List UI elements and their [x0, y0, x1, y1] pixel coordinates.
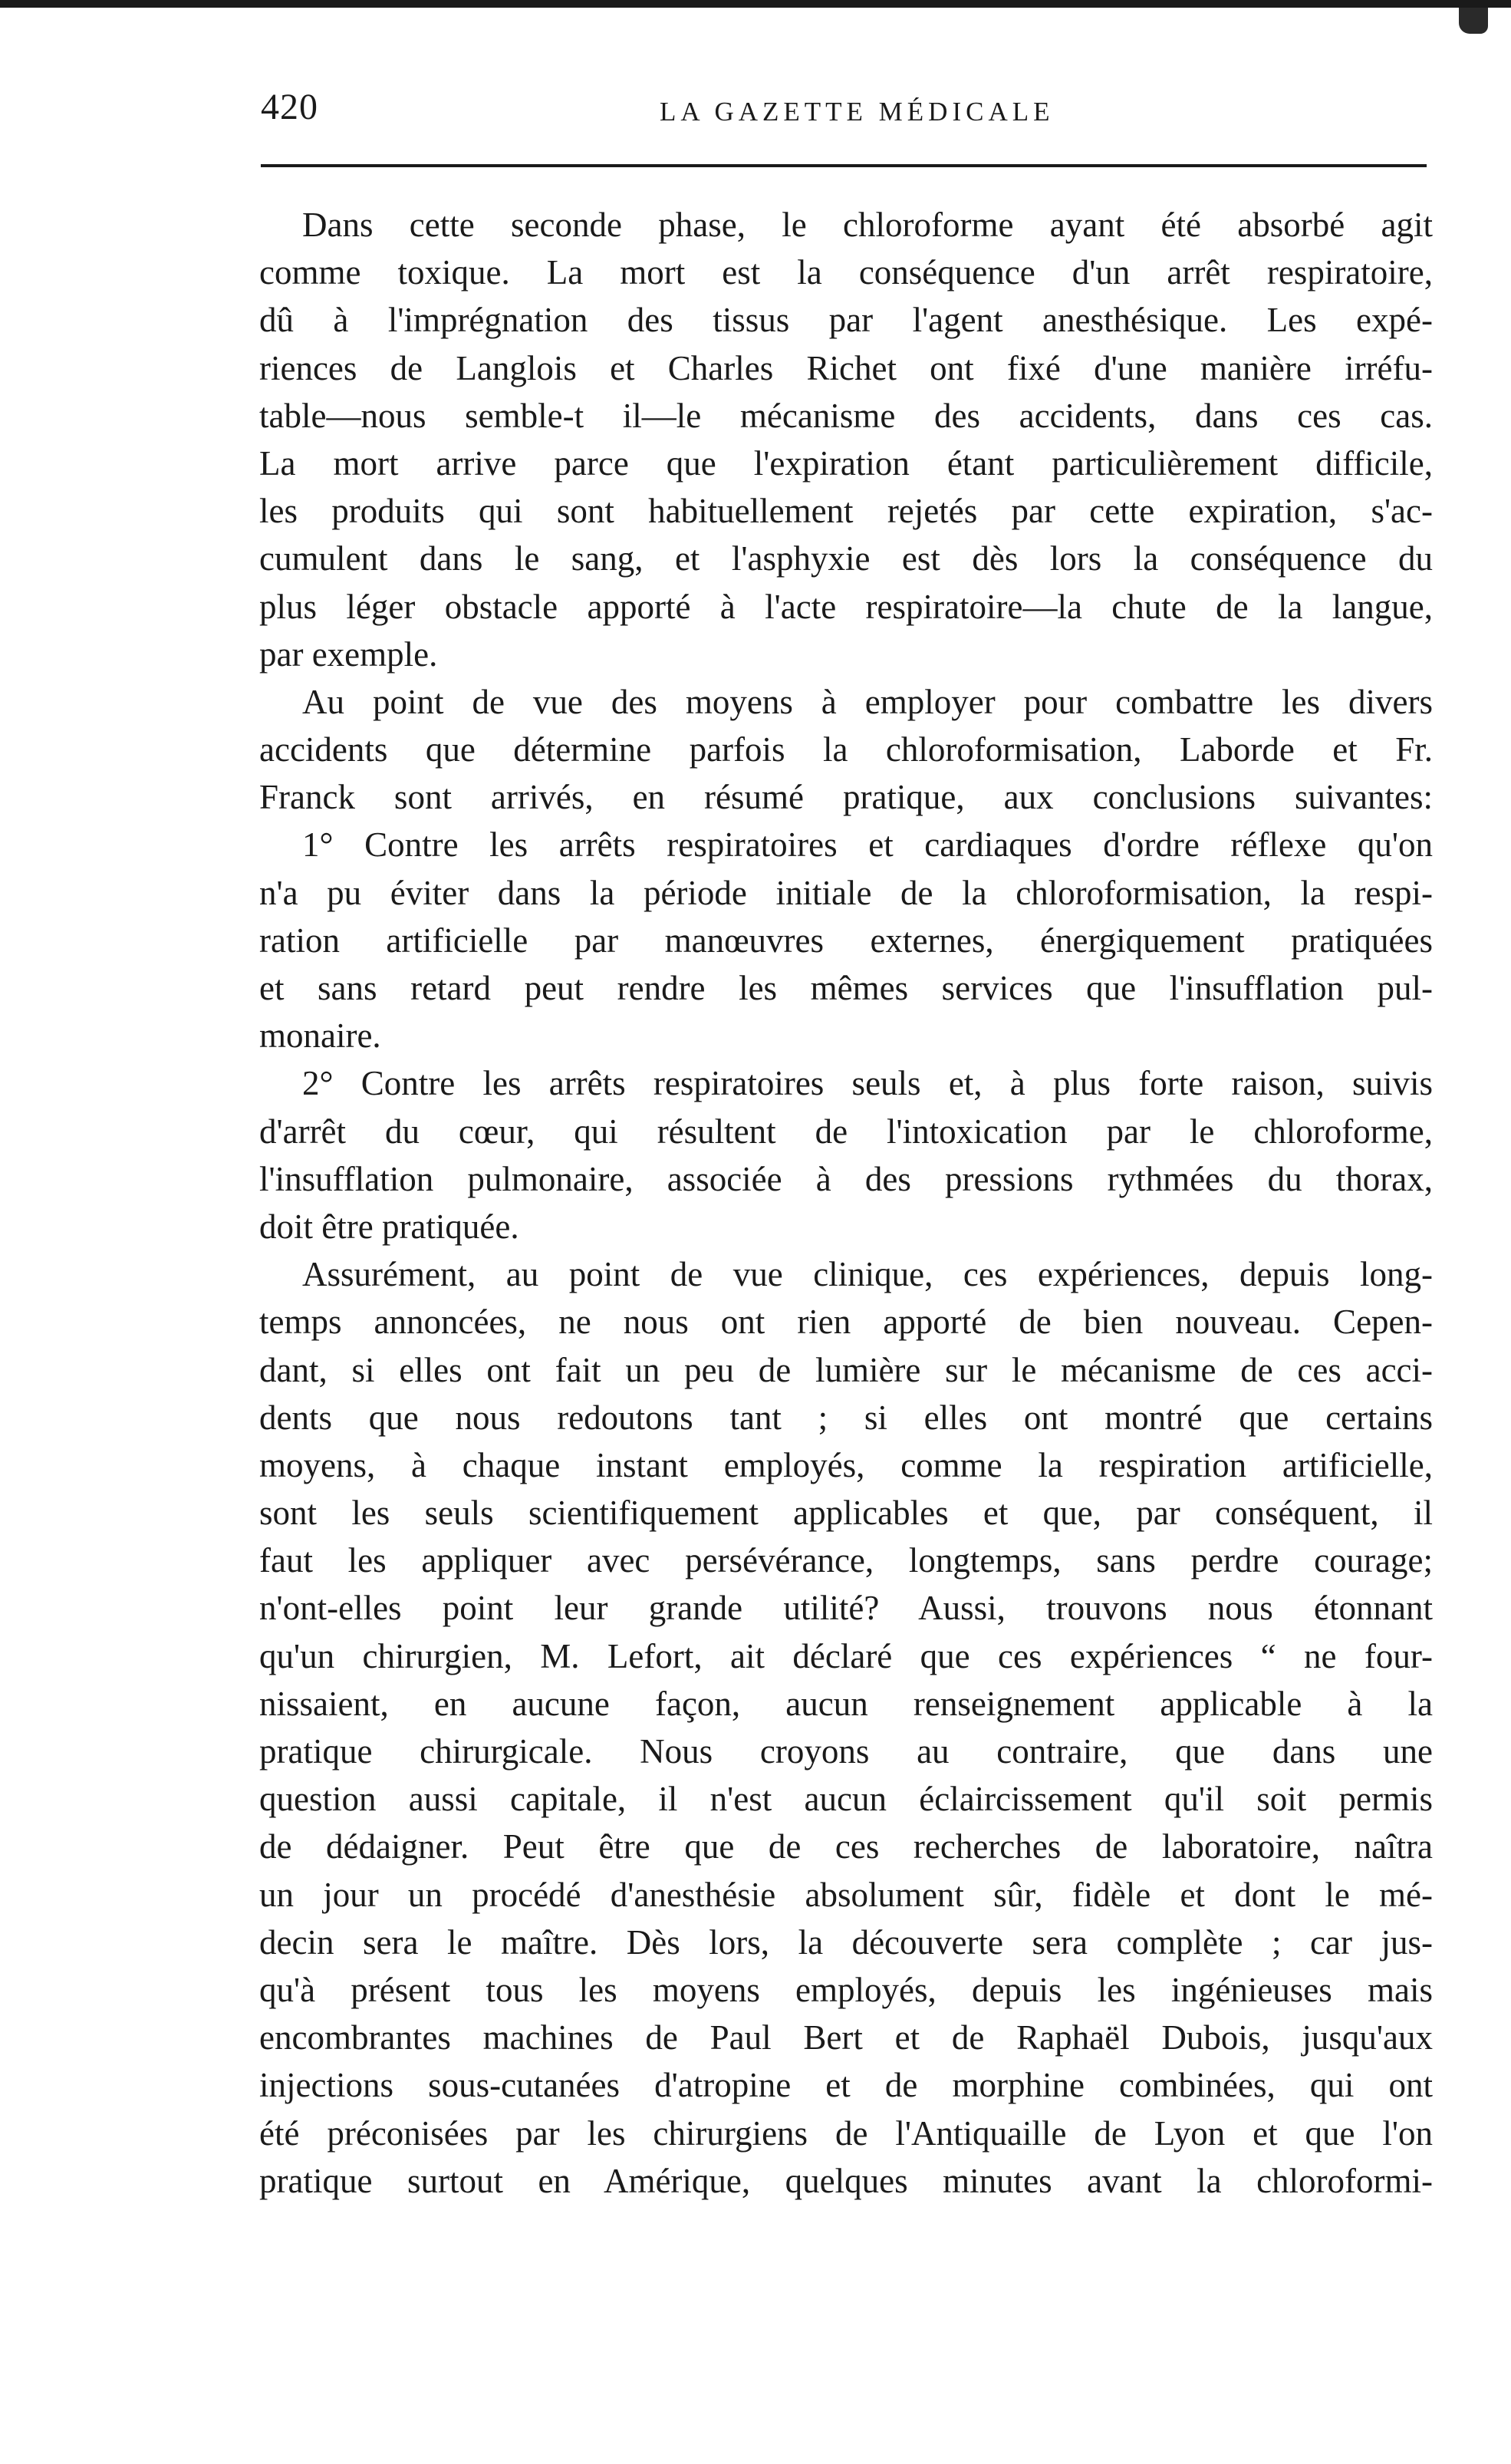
- header-rule: [261, 164, 1427, 167]
- text-line: moyens, à chaque instant employés, comme la respiration artificielle,: [259, 1445, 1433, 1484]
- text-line: question aussi capitale, il n'est aucun éclaircissement qu'il soit permis: [259, 1780, 1433, 1819]
- text-line: faut les appliquer avec persévérance, longtemps, sans perdre courage;: [259, 1541, 1433, 1580]
- text-line: dû à l'imprégnation des tissus par l'agent anesthésique. Les expé-: [259, 301, 1433, 340]
- text-line: pratique surtout en Amérique, quelques minutes avant la chloroformi-: [259, 2161, 1433, 2200]
- text-line: monaire.: [259, 1016, 381, 1056]
- text-line: n'ont-elles point leur grande utilité? Aussi, trouvons nous étonnant: [259, 1589, 1433, 1628]
- text-line: 1° Contre les arrêts respiratoires et cardiaques d'ordre réflexe qu'on: [302, 825, 1433, 865]
- text-line: injections sous-cutanées d'atropine et de morphine combinées, qui ont: [259, 2066, 1433, 2105]
- text-line: dents que nous redoutons tant ; si elles ont montré que certains: [259, 1398, 1433, 1437]
- text-line: riences de Langlois et Charles Richet ont fixé d'une manière irréfu-: [259, 348, 1433, 387]
- text-line: Dans cette seconde phase, le chloroforme ayant été absorbé agit: [302, 206, 1433, 244]
- text-line: temps annoncées, ne nous ont rien apporté de bien nouveau. Cepen-: [259, 1303, 1433, 1342]
- text-line: qu'un chirurgien, M. Lefort, ait déclaré que ces expériences “ ne four-: [259, 1636, 1433, 1675]
- text-line: Assurément, au point de vue clinique, ces expériences, depuis long-: [302, 1255, 1433, 1294]
- text-line: decin sera le maître. Dès lors, la découverte sera complète ; car jus-: [259, 1922, 1433, 1962]
- corner-ink-mark: [1459, 8, 1488, 34]
- text-line: doit être pratiquée.: [259, 1207, 519, 1246]
- text-line: comme toxique. La mort est la conséquence d'un arrêt respiratoire,: [259, 253, 1433, 292]
- text-line: de dédaigner. Peut être que de ces recherches de laboratoire, naîtra: [259, 1827, 1433, 1866]
- text-line: l'insufflation pulmonaire, associée à des pressions rythmées du thorax,: [259, 1159, 1433, 1198]
- top-border-rule: [0, 0, 1511, 8]
- text-line: accidents que détermine parfois la chloroformisation, Laborde et Fr.: [259, 730, 1433, 769]
- text-line: dant, si elles ont fait un peu de lumière sur le mécanisme de ces acci-: [259, 1350, 1433, 1389]
- text-line: pratique chirurgicale. Nous croyons au contraire, que dans une: [259, 1732, 1433, 1771]
- page-number: 420: [261, 87, 318, 127]
- running-title: LA GAZETTE MÉDICALE: [660, 97, 1055, 127]
- text-line: plus léger obstacle apporté à l'acte respiratoire—la chute de la langue,: [259, 587, 1433, 626]
- text-line: 2° Contre les arrêts respiratoires seuls et, à plus forte raison, suivis: [302, 1064, 1433, 1103]
- text-line: les produits qui sont habituellement rejetés par cette expiration, s'ac-: [259, 492, 1433, 531]
- text-line: n'a pu éviter dans la période initiale de la chloroformisation, la respi-: [259, 873, 1433, 912]
- page-header: [261, 86, 1427, 140]
- text-line: table—nous semble-t il—le mécanisme des accidents, dans ces cas.: [259, 396, 1433, 435]
- text-line: par exemple.: [259, 634, 438, 674]
- text-line: nissaient, en aucune façon, aucun renseignement applicable à la: [259, 1684, 1433, 1723]
- text-line: Au point de vue des moyens à employer pour combattre les divers: [302, 682, 1433, 721]
- text-line: et sans retard peut rendre les mêmes services que l'insufflation pul-: [259, 969, 1433, 1007]
- body-text: [259, 201, 1433, 2205]
- text-line: cumulent dans le sang, et l'asphyxie est dès lors la conséquence du: [259, 539, 1433, 578]
- text-line: encombrantes machines de Paul Bert et de Raphaël Dubois, jusqu'aux: [259, 2018, 1433, 2057]
- text-line: La mort arrive parce que l'expiration étant particulièrement difficile,: [259, 443, 1433, 483]
- text-line: sont les seuls scientifiquement applicables et que, par conséquent, il: [259, 1494, 1433, 1533]
- text-line: été préconisées par les chirurgiens de l'Antiquaille de Lyon et que l'on: [259, 2113, 1433, 2153]
- text-line: un jour un procédé d'anesthésie absolument sûr, fidèle et dont le mé-: [259, 1875, 1433, 1914]
- text-line: ration artificielle par manœuvres externes, énergiquement pratiquées: [259, 921, 1433, 960]
- text-line: Franck sont arrivés, en résumé pratique, aux conclusions suivantes:: [259, 778, 1433, 817]
- text-line: qu'à présent tous les moyens employés, depuis les ingénieuses mais: [259, 1970, 1433, 2009]
- text-line: d'arrêt du cœur, qui résultent de l'intoxication par le chloroforme,: [259, 1112, 1433, 1151]
